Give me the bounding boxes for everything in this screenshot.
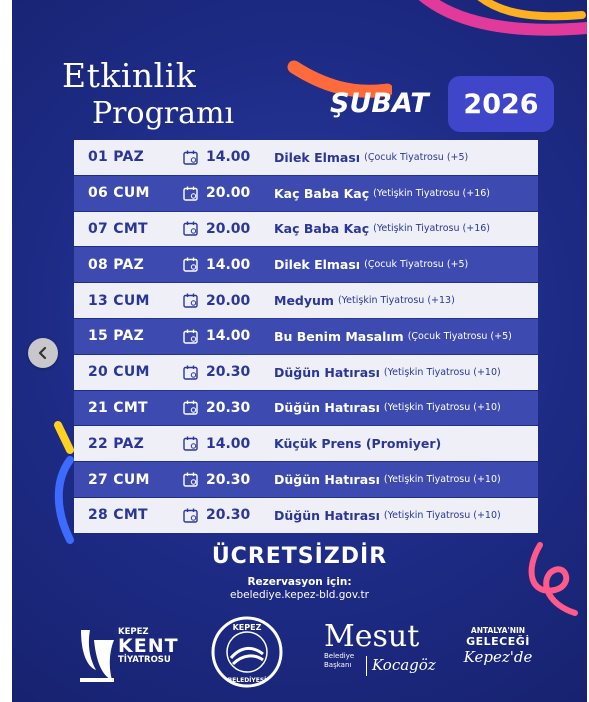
event-title: Dilek Elması (274, 149, 361, 165)
free-label: ÜCRETSİZDİR (211, 544, 388, 569)
schedule-row (74, 462, 538, 497)
event-time: 20.30 (206, 399, 251, 416)
schedule-row (74, 426, 538, 461)
event-date: 08 PAZ (88, 256, 145, 273)
kent-logo-line3: TİYATROSU (118, 654, 171, 665)
calendar-icon (182, 472, 200, 487)
calendar-icon (182, 186, 200, 201)
event-time: 20.30 (206, 364, 251, 381)
mesut-line2: Başkanı (324, 660, 352, 669)
event-date: 06 CUM (88, 185, 150, 202)
kepez-kent-tiyatrosu-logo (78, 624, 179, 686)
event-title: Bu Benim Masalım (274, 328, 404, 344)
event-title: Düğün Hatırası (274, 507, 380, 523)
calendar-icon (182, 257, 200, 272)
title-line-1: Etkinlik (62, 56, 197, 95)
event-category: (Çocuk Tiyatrosu (+5) (364, 259, 469, 271)
event-category: (Yetişkin Tiyatrosu (+16) (373, 187, 490, 199)
reservation-label: Rezervasyon için: (247, 576, 352, 588)
schedule-row (74, 140, 538, 175)
mesut-name: Mesut (324, 619, 420, 654)
schedule-table (74, 140, 538, 534)
event-time: 20.30 (206, 507, 251, 524)
calendar-icon (182, 400, 200, 415)
schedule-row (74, 283, 538, 318)
calendar-icon (182, 508, 200, 523)
event-date: 01 PAZ (88, 149, 145, 166)
gelecegi-kepezde-logo (460, 626, 536, 680)
event-date: 27 CUM (88, 471, 150, 488)
mesut-line1: Belediye (324, 652, 355, 660)
mesut-kocagoz-logo (324, 619, 442, 682)
event-date: 15 PAZ (88, 328, 145, 345)
event-date: 13 CUM (88, 292, 150, 309)
chevron-left-icon (36, 346, 50, 360)
calendar-icon (182, 329, 200, 344)
mesut-divider (366, 656, 367, 676)
event-category: (Yetişkin Tiyatrosu (+10) (383, 509, 501, 521)
event-title: Küçük Prens (Promiyer) (274, 436, 442, 452)
gelecegi-line1: ANTALYA'NIN (470, 626, 526, 635)
event-time: 14.00 (206, 256, 251, 273)
event-category: (Yetişkin Tiyatrosu (+13) (337, 295, 455, 307)
event-date: 22 PAZ (88, 435, 145, 452)
year-badge (448, 76, 554, 132)
kent-logo-line1: KEPEZ (118, 627, 149, 637)
event-title: Kaç Baba Kaç (274, 185, 370, 201)
event-title: Dilek Elması (274, 257, 361, 273)
seal-bottom-text: BELEDİYESİ (227, 677, 267, 684)
gelecegi-line2: GELECEĞİ (466, 635, 530, 648)
gelecegi-line3: Kepez'de (463, 648, 533, 666)
schedule-row (74, 247, 538, 282)
kent-logo-line2: KENT (118, 634, 179, 657)
event-time: 20.30 (206, 471, 251, 488)
event-time: 14.00 (206, 435, 251, 452)
event-category: (Yetişkin Tiyatrosu (+10) (383, 474, 501, 486)
event-title: Düğün Hatırası (274, 364, 380, 380)
kepez-belediyesi-seal (211, 616, 283, 688)
event-category: (Yetişkin Tiyatrosu (+16) (373, 223, 490, 235)
calendar-icon (182, 293, 200, 308)
event-title: Düğün Hatırası (274, 472, 380, 488)
event-date: 20 CUM (88, 364, 150, 381)
schedule-row (74, 176, 538, 211)
event-time: 14.00 (206, 328, 251, 345)
event-poster (12, 0, 587, 702)
event-date: 28 CMT (88, 507, 148, 524)
decorative-swirl-top (412, 0, 587, 50)
event-title: Kaç Baba Kaç (274, 221, 370, 237)
event-date: 21 CMT (88, 399, 148, 416)
event-category: (Çocuk Tiyatrosu (+5) (364, 151, 469, 163)
event-time: 20.00 (206, 292, 251, 309)
event-time: 20.00 (206, 220, 251, 237)
schedule-row (74, 212, 538, 247)
month-label: ŞUBAT (330, 88, 429, 119)
event-category: (Yetişkin Tiyatrosu (+10) (383, 402, 501, 414)
calendar-icon (182, 365, 200, 380)
calendar-icon (182, 221, 200, 236)
schedule-row (74, 498, 538, 533)
event-title: Düğün Hatırası (274, 400, 380, 416)
schedule-row (74, 355, 538, 390)
event-time: 20.00 (206, 185, 251, 202)
schedule-row (74, 319, 538, 354)
seal-top-text: KEPEZ (232, 623, 262, 632)
event-category: (Yetişkin Tiyatrosu (+10) (383, 366, 501, 378)
theatre-masks-icon (78, 626, 116, 686)
event-category: (Çocuk Tiyatrosu (+5) (407, 330, 512, 342)
event-date: 07 CMT (88, 220, 148, 237)
calendar-icon (182, 150, 200, 165)
event-title: Medyum (274, 293, 334, 309)
carousel-prev-button[interactable] (28, 338, 58, 368)
mesut-signature: Kocagöz (372, 656, 436, 674)
schedule-row (74, 391, 538, 426)
event-time: 14.00 (206, 149, 251, 166)
year-label: 2026 (463, 88, 539, 120)
title-line-2: Programı (92, 96, 235, 131)
reservation-link[interactable]: ebelediye.kepez-bld.gov.tr (230, 589, 369, 601)
calendar-icon (182, 436, 200, 451)
